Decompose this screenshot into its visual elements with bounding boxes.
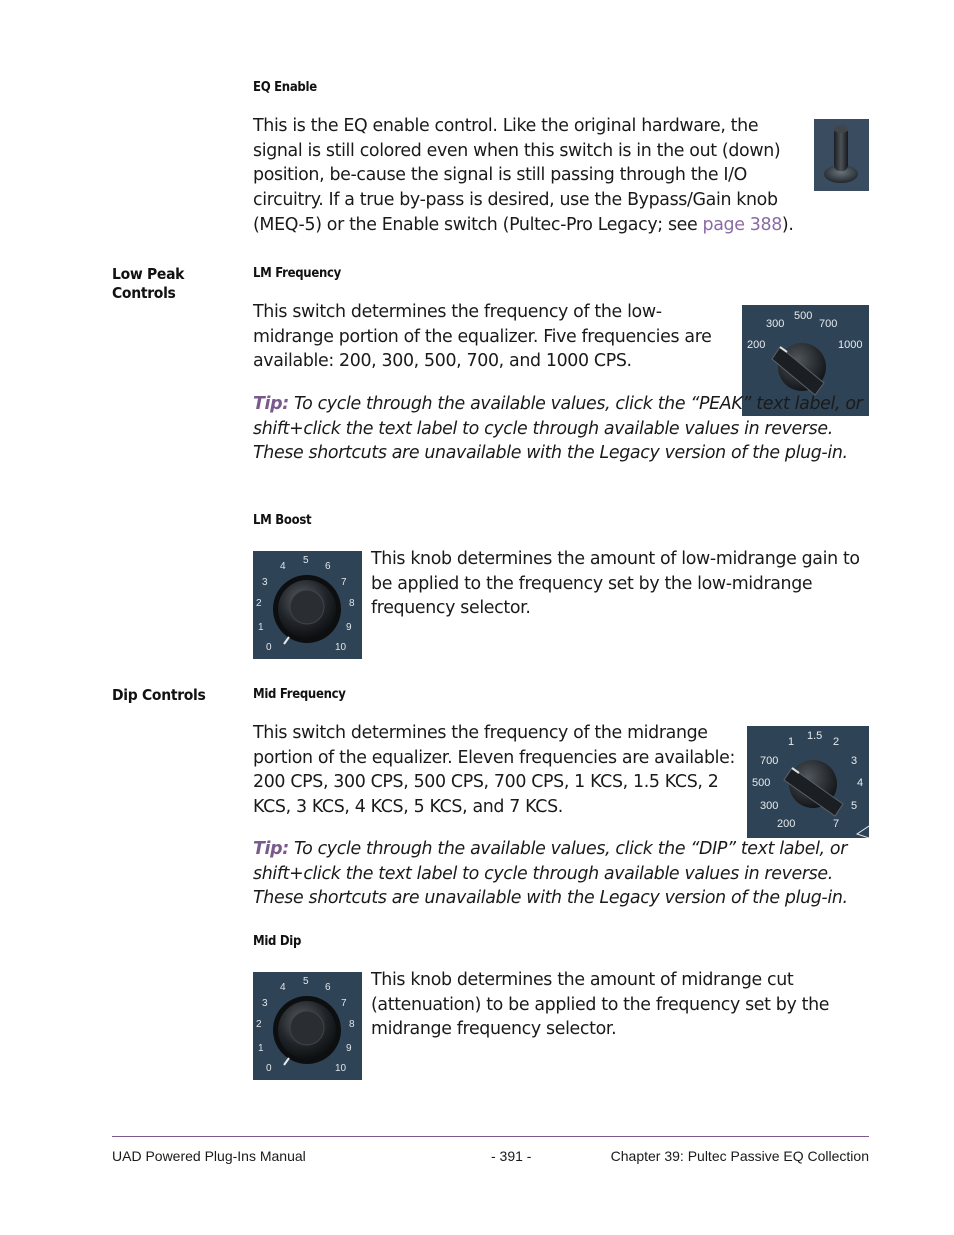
- mid-freq-label-500: 500: [752, 777, 771, 789]
- lm-boost-knob-image: [253, 551, 362, 659]
- mid-frequency-tip-label: Tip:: [253, 839, 289, 859]
- mid-dip-label-8: 8: [349, 1019, 355, 1030]
- lm-boost-label-0: 0: [266, 642, 272, 653]
- mid-dip-label-9: 9: [346, 1043, 352, 1054]
- lm-boost-label-9: 9: [346, 622, 352, 633]
- mid-dip-label-5: 5: [303, 976, 309, 987]
- mid-freq-label-1: 1: [788, 736, 795, 748]
- lm-freq-label-1000: 1000: [838, 339, 863, 351]
- eq-enable-text-end: ).: [781, 214, 794, 235]
- mid-dip-knob-image: [253, 972, 362, 1080]
- lm-boost-label-1: 1: [258, 622, 264, 633]
- mid-dip-label-7: 7: [341, 998, 347, 1009]
- lm-freq-label-200: 200: [747, 339, 766, 351]
- lm-frequency-tip-label: Tip:: [253, 394, 289, 414]
- mid-dip-label-3: 3: [262, 998, 268, 1009]
- mid-dip-text: This knob determines the amount of midrange cut (attenuation) to be applied to the frequency set by the midrange frequency selector.: [371, 970, 830, 1040]
- lm-boost-label-6: 6: [325, 561, 331, 572]
- mid-freq-label-3: 3: [851, 755, 858, 767]
- footer-page-number: - 391 -: [491, 1148, 532, 1164]
- lm-boost-label-10: 10: [335, 642, 347, 653]
- lm-freq-label-700: 700: [819, 318, 838, 330]
- eq-enable-paragraph: [253, 114, 808, 238]
- mid-frequency-tip-text: To cycle through the available values, click the “DIP” text label, or shift+click the text label to cycle through available values in reverse. These shortcuts are unavailable with the Legacy version of the plug-in.: [253, 839, 848, 909]
- mid-freq-label-300: 300: [760, 800, 779, 812]
- lm-boost-heading: LM Boost: [253, 513, 312, 528]
- mid-freq-label-5: 5: [851, 800, 858, 812]
- mid-frequency-tip: [253, 837, 873, 911]
- lm-boost-label-3: 3: [262, 577, 268, 588]
- footer-rule: [112, 1136, 869, 1137]
- mid-freq-label-4: 4: [857, 777, 864, 789]
- lm-boost-label-8: 8: [349, 598, 355, 609]
- dip-controls-title: Dip Controls: [112, 686, 206, 704]
- mid-freq-label-2: 2: [833, 736, 840, 748]
- mid-dip-label-10: 10: [335, 1063, 347, 1074]
- lm-frequency-heading: LM Frequency: [253, 266, 341, 281]
- low-peak-controls-title: Low Peak Controls: [112, 265, 185, 302]
- mid-frequency-text: This switch determines the frequency of the midrange portion of the equalizer. Eleven frequencies are available: 200 CPS, 300 CPS, 500 CPS, 700 CPS, 1 KCS, 1.5 KCS, 2 KCS, 3 KCS, 4 KCS, 5 KCS, and 7 KCS.: [253, 723, 736, 818]
- eq-enable-heading: EQ Enable: [253, 80, 317, 95]
- lm-frequency-text: This switch determines the frequency of the low-midrange portion of the equalizer. Five frequencies are available: 200, 300, 500, 700, and 1000 CPS.: [253, 302, 712, 372]
- mid-dip-label-6: 6: [325, 982, 331, 993]
- eq-enable-switch-image: [814, 119, 869, 191]
- lm-boost-label-7: 7: [341, 577, 347, 588]
- lm-freq-label-300: 300: [766, 318, 785, 330]
- eq-enable-text: This is the EQ enable control. Like the original hardware, the signal is still colored even when this switch is in the out (down) position, be-cause the signal is still passing through the I/O circuitry. If a true by-pass is desired, use the Bypass/Gain knob (MEQ-5) or the Enable switch (Pultec-Pro Legacy; see: [253, 116, 781, 235]
- mid-frequency-heading: Mid Frequency: [253, 687, 346, 702]
- page-388-link[interactable]: page 388: [702, 214, 782, 235]
- footer-chapter-title: Chapter 39: Pultec Passive EQ Collection: [610, 1148, 869, 1164]
- mid-dip-label-0: 0: [266, 1063, 272, 1074]
- mid-freq-label-200: 200: [777, 818, 796, 830]
- mid-dip-label-2: 2: [256, 1019, 262, 1030]
- lm-boost-text: This knob determines the amount of low-midrange gain to be applied to the frequency set by the low-midrange frequency selector.: [371, 549, 860, 619]
- mid-freq-label-1-5: 1.5: [807, 730, 823, 742]
- mid-freq-label-7: 7: [833, 818, 840, 830]
- lm-boost-label-5: 5: [303, 555, 309, 566]
- mid-dip-label-1: 1: [258, 1043, 264, 1054]
- lm-freq-label-500: 500: [794, 310, 813, 322]
- mid-dip-heading: Mid Dip: [253, 934, 302, 949]
- mid-freq-label-700: 700: [760, 755, 779, 767]
- lm-frequency-tip: [253, 392, 863, 466]
- lm-boost-label-2: 2: [256, 598, 262, 609]
- mid-frequency-switch-image: [747, 726, 869, 838]
- lm-frequency-tip-text: To cycle through the available values, click the “PEAK” text label, or shift+click the text label to cycle through available values in reverse. These shortcuts are unavailable with the Legacy version of the plug-in.: [253, 394, 863, 464]
- mid-dip-label-4: 4: [280, 982, 286, 993]
- lm-boost-label-4: 4: [280, 561, 286, 572]
- footer-manual-title: UAD Powered Plug-Ins Manual: [112, 1148, 306, 1164]
